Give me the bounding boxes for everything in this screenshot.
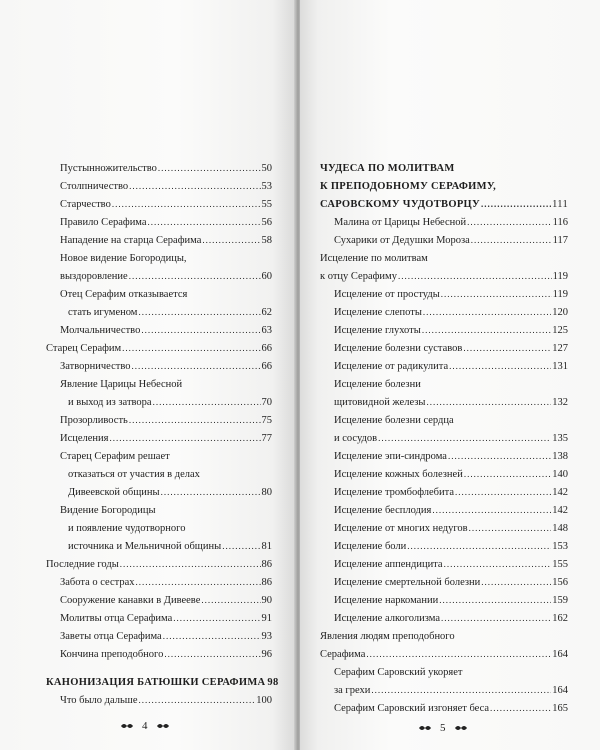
toc-section-entry[interactable]: Старец Серафим ..... 66 <box>46 342 272 355</box>
toc-entry-line: Старец Серафим решает <box>60 451 170 462</box>
toc-entry[interactable]: Исцеление глухоты ..... 125 <box>334 324 568 337</box>
toc-entry[interactable]: за грехи ..... 164 <box>334 684 568 697</box>
toc-entry-line: Видение Богородицы <box>60 505 156 516</box>
toc-section-entry[interactable]: к отцу Серафиму ..... 119 <box>320 270 568 283</box>
toc-entry-line: Исцеление болезни сердца <box>334 415 454 426</box>
toc-entry[interactable]: выздоровление ..... 60 <box>60 270 272 283</box>
toc-entry[interactable]: Забота о сестрах ..... 86 <box>60 576 272 589</box>
toc-entry[interactable]: Сухарики от Дедушки Мороза ..... 117 <box>334 234 568 247</box>
toc-section-entry[interactable]: Серафима ..... 164 <box>320 648 568 661</box>
ornament-icon <box>120 721 134 731</box>
toc-part-entry[interactable]: КАНОНИЗАЦИЯ БАТЮШКИ СЕРАФИМА 98 <box>46 677 279 688</box>
page-number: 4 <box>142 720 148 732</box>
toc-entry[interactable]: Исцеление тромбофлебита ..... 142 <box>334 486 568 499</box>
right-page-footer <box>418 722 468 734</box>
toc-entry-line: Исцеление болезни <box>334 379 421 390</box>
toc-part-entry[interactable]: САРОВСКОМУ ЧУДОТВОРЦУ ..... 111 <box>320 198 568 211</box>
section-heading-line: К ПРЕПОДОБНОМУ СЕРАФИМУ, <box>320 181 497 192</box>
toc-entry[interactable]: стать игуменом ..... 62 <box>68 306 272 319</box>
toc-entry[interactable]: Исцеление болезни суставов ..... 127 <box>334 342 568 355</box>
toc-entry-line: Новое видение Богородицы, <box>60 253 187 264</box>
toc-entry[interactable]: Исцеление слепоты ..... 120 <box>334 306 568 319</box>
toc-entry[interactable]: Сооружение канавки в Дивееве ..... 90 <box>60 594 272 607</box>
toc-entry[interactable]: Исцеление от простуды ..... 119 <box>334 288 568 301</box>
toc-entry[interactable]: Исцеления ..... 77 <box>60 432 272 445</box>
toc-entry[interactable]: Столпничество ..... 53 <box>60 180 272 193</box>
ornament-icon <box>454 723 468 733</box>
left-page <box>0 0 296 750</box>
toc-entry[interactable]: щитовидной железы ..... 132 <box>334 396 568 409</box>
toc-entry[interactable]: Исцеление аппендицита ..... 155 <box>334 558 568 571</box>
toc-entry-line: Отец Серафим отказывается <box>60 289 188 300</box>
toc-entry[interactable]: Исцеление боли ..... 153 <box>334 540 568 553</box>
toc-section-entry[interactable]: Последние годы ..... 86 <box>46 558 272 571</box>
right-page <box>300 0 600 750</box>
toc-entry[interactable]: Дивеевской общины ..... 80 <box>68 486 272 499</box>
toc-entry[interactable]: Исцеление кожных болезней ..... 140 <box>334 468 568 481</box>
toc-entry[interactable]: и выход из затвора ..... 70 <box>68 396 272 409</box>
toc-entry[interactable]: Исцеление смертельной болезни ..... 156 <box>334 576 568 589</box>
ornament-icon <box>156 721 170 731</box>
toc-entry[interactable]: Исцеление бесплодия ..... 142 <box>334 504 568 517</box>
toc-entry[interactable]: Старчество ..... 55 <box>60 198 272 211</box>
toc-entry[interactable]: Молчальничество ..... 63 <box>60 324 272 337</box>
toc-entry[interactable]: Что было дальше ..... 100 <box>60 694 272 707</box>
toc-entry[interactable]: Исцеление алкоголизма ..... 162 <box>334 612 568 625</box>
page-number: 5 <box>440 722 446 734</box>
toc-entry-line: Серафим Саровский укоряет <box>334 667 463 678</box>
toc-entry[interactable]: Заветы отца Серафима ..... 93 <box>60 630 272 643</box>
toc-entry-line: Явления людям преподобного <box>320 631 455 642</box>
toc-entry[interactable]: Нападение на старца Серафима ..... 58 <box>60 234 272 247</box>
toc-entry-line: Явление Царицы Небесной <box>60 379 183 390</box>
toc-entry-line: и появление чудотворного <box>68 523 186 534</box>
toc-entry[interactable]: и сосудов ..... 135 <box>334 432 568 445</box>
toc-entry[interactable]: Пустынножительство ..... 50 <box>60 162 272 175</box>
toc-entry[interactable]: Затворничество ..... 66 <box>60 360 272 373</box>
left-page-footer <box>120 720 170 732</box>
toc-entry[interactable]: Кончина преподобного ..... 96 <box>60 648 272 661</box>
toc-entry[interactable]: Исцеление от многих недугов ..... 148 <box>334 522 568 535</box>
toc-entry[interactable]: Молитвы отца Серафима ..... 91 <box>60 612 272 625</box>
toc-entry[interactable]: Исцеление наркомании ..... 159 <box>334 594 568 607</box>
section-heading-line: ЧУДЕСА ПО МОЛИТВАМ <box>320 163 455 174</box>
toc-entry[interactable]: Серафим Саровский изгоняет беса ..... 165 <box>334 702 568 715</box>
toc-entry[interactable]: Прозорливость ..... 75 <box>60 414 272 427</box>
toc-entry[interactable]: источника и Мельничной общины ..... 81 <box>68 540 272 553</box>
toc-entry-line: отказаться от участия в делах <box>68 469 200 480</box>
toc-entry-line: Исцеление по молитвам <box>320 253 428 264</box>
toc-entry[interactable]: Исцеление от радикулита ..... 131 <box>334 360 568 373</box>
toc-entry[interactable]: Правило Серафима ..... 56 <box>60 216 272 229</box>
ornament-icon <box>418 723 432 733</box>
toc-entry[interactable]: Малина от Царицы Небесной ..... 116 <box>334 216 568 229</box>
toc-entry[interactable]: Исцеление эпи-синдрома ..... 138 <box>334 450 568 463</box>
